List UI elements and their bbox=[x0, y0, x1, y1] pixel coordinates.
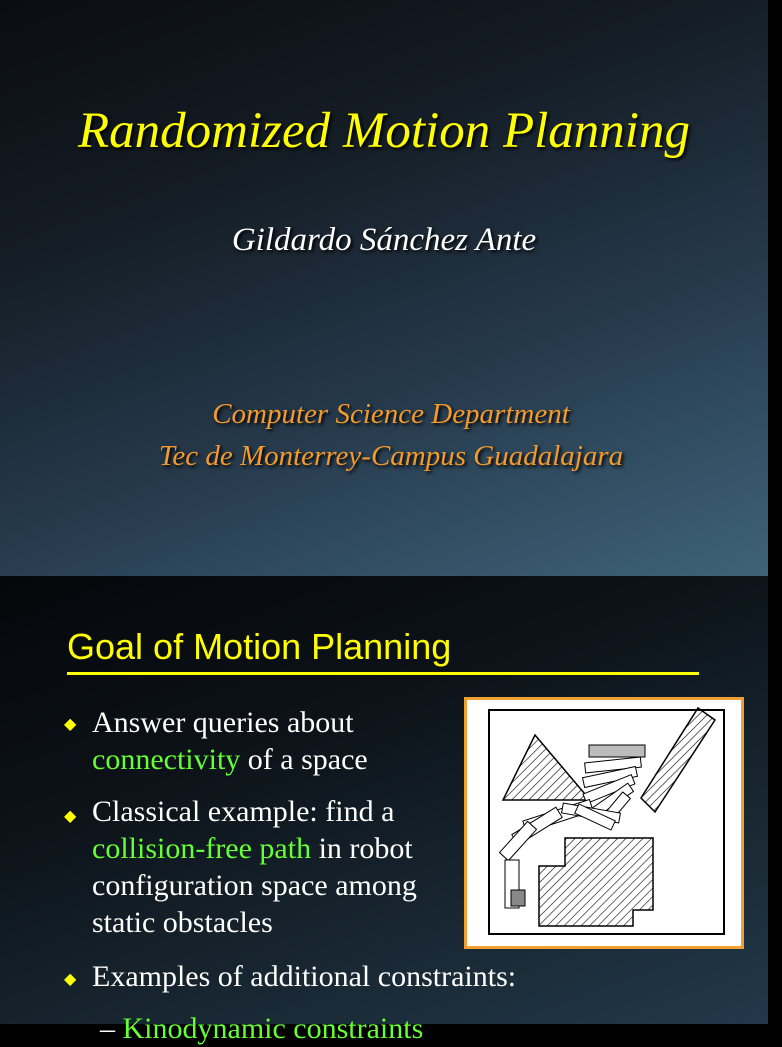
robot-path-figure bbox=[464, 697, 744, 949]
author-name: Gildardo Sánchez Ante bbox=[231, 222, 537, 258]
diamond-bullet-icon: ◆ bbox=[64, 716, 77, 733]
highlight-collision-free-path: collision-free path bbox=[92, 832, 312, 865]
heading-underline bbox=[67, 672, 699, 675]
bullet-text: Examples of additional constraints: bbox=[92, 960, 517, 993]
bullet-text: of a space bbox=[240, 743, 368, 776]
robot-path-among-obstacles-illustration bbox=[467, 700, 741, 946]
sub-bullet-kinodynamic bbox=[100, 1010, 600, 1047]
goal-slide bbox=[0, 576, 768, 1045]
bullet-classical-example bbox=[92, 793, 462, 941]
slide-heading: Goal of Motion Planning bbox=[67, 626, 452, 667]
affiliation-institution: Tec de Monterrey-Campus Guadalajara bbox=[158, 440, 624, 472]
dash-marker: – bbox=[100, 1012, 115, 1045]
bullet-constraints bbox=[92, 958, 652, 995]
bullet-connectivity bbox=[92, 704, 462, 778]
diamond-bullet-icon: ◆ bbox=[64, 971, 77, 988]
highlight-connectivity: connectivity bbox=[92, 743, 241, 776]
bullet-text: Answer queries about bbox=[92, 706, 354, 739]
bullet-text: Classical example: find a bbox=[92, 795, 395, 828]
diamond-bullet-icon: ◆ bbox=[64, 808, 77, 825]
bullet-text: in robot configuration space among static obstacles bbox=[92, 832, 417, 939]
affiliation-department: Computer Science Department bbox=[212, 398, 570, 430]
sub-bullet-text: Kinodynamic constraints bbox=[122, 1012, 424, 1045]
slide-title: Randomized Motion Planning bbox=[78, 103, 690, 159]
